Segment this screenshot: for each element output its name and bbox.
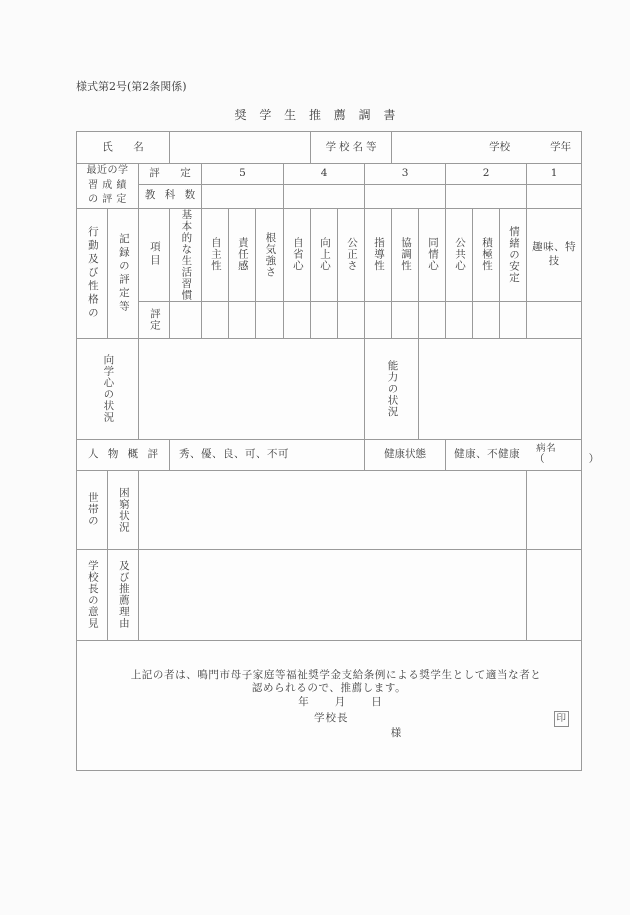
school-suffix-label: 学校 — [489, 140, 511, 153]
behavior-rating-emotional-stability[interactable] — [500, 301, 527, 338]
name-label: 氏 名 — [77, 132, 170, 164]
behavior-rating-compassion[interactable] — [419, 301, 446, 338]
household-label-part2: 困窮状況 — [108, 470, 139, 549]
name-value[interactable] — [170, 132, 311, 164]
behavior-rating-public-spirit[interactable] — [446, 301, 473, 338]
seal-icon: 印 — [554, 711, 569, 727]
school-name-label: 学校名等 — [311, 132, 392, 164]
hobby-value[interactable] — [527, 301, 582, 338]
form-number: 様式第2号(第2条関係) — [76, 80, 187, 93]
school-name-value[interactable] — [392, 132, 582, 164]
table-row-principal-opinion — [77, 549, 582, 640]
table-row-household-hardship — [77, 470, 582, 549]
table-row-name — [77, 132, 582, 164]
scholarship-recommendation-table — [76, 131, 600, 771]
recommendation-line2: 認められるので、推薦します。 — [251, 682, 407, 695]
behavior-rating-fairness[interactable] — [338, 301, 365, 338]
behavior-rating-ambition[interactable] — [311, 301, 338, 338]
table-row-subject-count — [77, 184, 582, 208]
aspiration-value[interactable] — [139, 338, 365, 439]
principal-title-label: 学校長 — [314, 712, 349, 725]
disease-label: 病名 — [536, 443, 557, 454]
behavior-item-positivity: 積極性 — [473, 208, 500, 301]
subject-count-1[interactable] — [527, 184, 582, 208]
behavior-rating-responsibility[interactable] — [229, 301, 256, 338]
household-value[interactable] — [139, 470, 527, 549]
ability-value[interactable] — [419, 338, 582, 439]
hobby-label: 趣味、特技 — [527, 208, 582, 301]
addressee-line — [89, 727, 569, 740]
character-options[interactable]: 秀、優、良、可、不可 — [170, 439, 365, 470]
behavior-rating-independence[interactable] — [202, 301, 229, 338]
recommendation-date[interactable] — [111, 696, 569, 709]
health-options: 健康、不健康 — [454, 447, 521, 460]
ability-label: 能力の状況 — [365, 338, 419, 439]
subject-count-2[interactable] — [446, 184, 527, 208]
recommendation-block — [77, 640, 582, 770]
grade-scale-5: 5 — [202, 164, 284, 185]
table-row-behavior-ratings — [77, 301, 582, 338]
table-row-grade-scale — [77, 164, 582, 185]
behavior-item-cooperation: 協調性 — [392, 208, 419, 301]
subject-count-label: 教 科 数 — [139, 184, 202, 208]
subject-count-5[interactable] — [202, 184, 284, 208]
behavior-rating-perseverance[interactable] — [256, 301, 284, 338]
subject-count-4[interactable] — [284, 184, 365, 208]
health-status-value[interactable] — [446, 439, 600, 470]
behavior-item-header: 項目 — [139, 208, 170, 301]
disease-field[interactable] — [534, 444, 599, 465]
grade-scale-3: 3 — [365, 164, 446, 185]
behavior-item-ambition: 向上心 — [311, 208, 338, 301]
behavior-item-leadership: 指導性 — [365, 208, 392, 301]
principal-opinion-label-part1: 学校長の意見 — [77, 549, 108, 640]
table-row-character-health — [77, 439, 582, 470]
behavior-rating-header: 評定 — [139, 301, 170, 338]
recommendation-line1: 上記の者は、鳴門市母子家庭等福祉奨学金支給条例による奨学生として適当な者と — [130, 669, 542, 682]
aspiration-label: 向学心の状況 — [77, 338, 139, 439]
behavior-section-label-part2: 記録の評定等 — [108, 208, 139, 338]
behavior-item-basic-habits: 基本的な生活習慣 — [170, 208, 202, 301]
principal-opinion-label-part2: 及び推薦理由 — [108, 549, 139, 640]
behavior-section-label-part1: 行動及び性格の — [77, 208, 108, 338]
grade-scale-2: 2 — [446, 164, 527, 185]
behavior-rating-basic-habits[interactable] — [170, 301, 202, 338]
household-value-side[interactable] — [527, 470, 582, 549]
household-label-part1: 世帯の — [77, 470, 108, 549]
table-row-aspiration-ability — [77, 338, 582, 439]
principal-opinion-value-side[interactable] — [527, 549, 582, 640]
subject-count-3[interactable] — [365, 184, 446, 208]
recent-grades-section-label: 最近の学 習 成 績 の 評 定 — [77, 164, 139, 209]
behavior-rating-cooperation[interactable] — [392, 301, 419, 338]
behavior-item-public-spirit: 公共心 — [446, 208, 473, 301]
behavior-item-fairness: 公正さ — [338, 208, 365, 301]
behavior-item-independence: 自主性 — [202, 208, 229, 301]
disease-parentheses: （ ） — [534, 452, 600, 465]
table-row-recommendation — [77, 640, 582, 770]
day-label: 日 — [371, 695, 382, 708]
grade-scale-4: 4 — [284, 164, 365, 185]
behavior-item-perseverance: 根気強さ — [256, 208, 284, 301]
table-row-behavior-items — [77, 208, 582, 301]
grade-rating-label: 評 定 — [139, 164, 202, 185]
principal-opinion-value[interactable] — [139, 549, 527, 640]
behavior-item-emotional-stability: 情緒の安定 — [500, 208, 527, 301]
grade-scale-1: 1 — [527, 164, 582, 185]
character-label: 人 物 概 評 — [77, 439, 170, 470]
addressee-suffix-label: 様 — [390, 726, 403, 739]
behavior-item-compassion: 同情心 — [419, 208, 446, 301]
behavior-item-responsibility: 責任感 — [229, 208, 256, 301]
behavior-rating-self-reflection[interactable] — [284, 301, 311, 338]
grade-suffix-label: 学年 — [550, 140, 572, 153]
year-label: 年 — [298, 695, 309, 708]
signature-line — [89, 711, 569, 727]
behavior-rating-leadership[interactable] — [365, 301, 392, 338]
page-title: 奨 学 生 推 薦 調 書 — [234, 108, 400, 122]
month-label: 月 — [334, 695, 346, 708]
behavior-rating-positivity[interactable] — [473, 301, 500, 338]
health-status-label: 健康状態 — [365, 439, 446, 470]
behavior-item-self-reflection: 自省心 — [284, 208, 311, 301]
